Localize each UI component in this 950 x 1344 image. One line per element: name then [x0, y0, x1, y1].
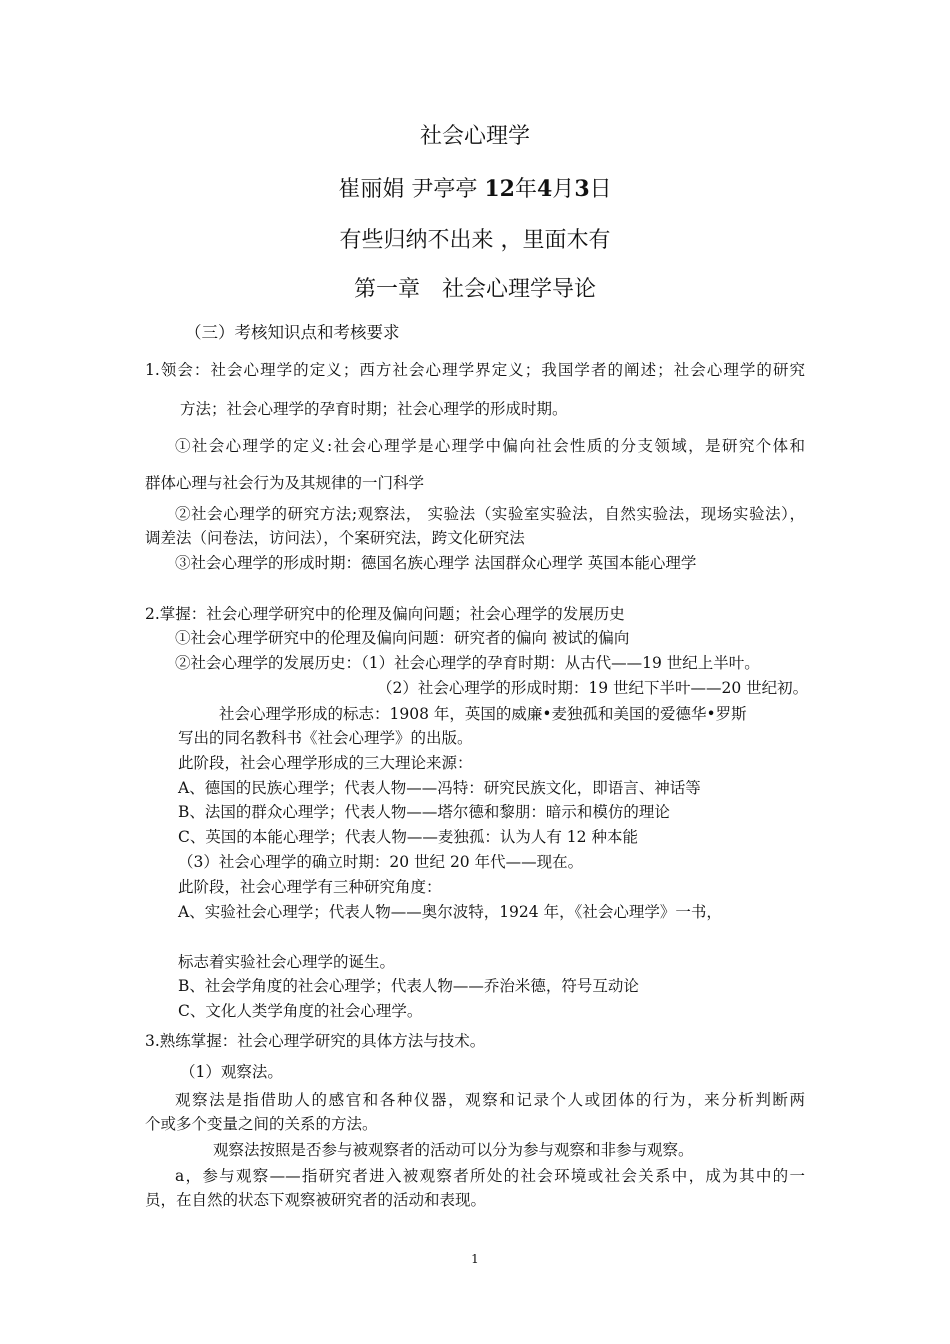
body-line: 2.掌握：社会心理学研究中的伦理及偏向问题；社会心理学的发展历史: [145, 605, 625, 623]
date-month: 4: [536, 176, 553, 202]
date-year: 12: [484, 176, 515, 202]
date-day-unit: 日: [589, 177, 612, 202]
body-line: （1）观察法。: [180, 1063, 283, 1081]
body-line: 社会心理学形成的标志：1908 年，英国的威廉•麦独孤和美国的爱德华•罗斯: [219, 705, 747, 723]
date-day: 3: [574, 176, 590, 202]
body-line: ①社会心理学的定义:社会心理学是心理学中偏向社会性质的分支领域，是研究个体和: [175, 437, 805, 455]
body-line: ③社会心理学的形成时期：德国名族心理学 法国群众心理学 英国本能心理学: [175, 554, 697, 572]
body-line: 此阶段，社会心理学有三种研究角度：: [178, 878, 442, 896]
body-line: 个或多个变量之间的关系的方法。: [145, 1115, 378, 1133]
page-number: 1: [471, 1252, 479, 1266]
date-year-unit: 年: [514, 177, 537, 202]
body-line: C、文化人类学角度的社会心理学。: [178, 1002, 423, 1020]
author-names: 崔丽娟 尹亭亭: [338, 177, 478, 202]
body-line: 1.领会：社会心理学的定义；西方社会心理学界定义；我国学者的阐述；社会心理学的研究: [145, 361, 805, 379]
body-line: ①社会心理学研究中的伦理及偏向问题：研究者的偏向 被试的偏向: [175, 629, 630, 647]
body-line: ②社会心理学的研究方法;观察法， 实验法（实验室实验法，自然实验法，现场实验法），: [175, 505, 805, 523]
body-line: ②社会心理学的发展历史：（1）社会心理学的孕育时期：从古代——19 世纪上半叶。: [175, 654, 760, 672]
body-line: 写出的同名教科书《社会心理学》的出版。: [178, 729, 473, 747]
body-line: A、德国的民族心理学；代表人物——冯特：研究民族文化，即语言、神话等: [178, 779, 701, 797]
body-line: 观察法是指借助人的感官和各种仪器，观察和记录个人或团体的行为，来分析判断两: [175, 1091, 805, 1109]
date-month-unit: 月: [552, 177, 575, 202]
body-line: 方法；社会心理学的孕育时期；社会心理学的形成时期。: [180, 400, 568, 418]
author-date-line: [0, 172, 950, 203]
body-line: a，参与观察——指研究者进入被观察者所处的社会环境或社会关系中，成为其中的一: [175, 1167, 805, 1185]
body-line: 调差法（问卷法，访问法），个案研究法，跨文化研究法: [145, 529, 525, 547]
body-line: 标志着实验社会心理学的诞生。: [178, 953, 396, 971]
body-line: C、英国的本能心理学；代表人物——麦独孤：认为人有 12 种本能: [178, 828, 638, 846]
body-line: B、法国的群众心理学；代表人物——塔尔德和黎朋：暗示和模仿的理论: [178, 803, 670, 821]
body-line: 观察法按照是否参与被观察者的活动可以分为参与观察和非参与观察。: [213, 1141, 694, 1159]
author-note: 有些归纳不出来 ，里面木有: [339, 228, 611, 253]
chapter-title: 第一章 社会心理学导论: [353, 277, 596, 302]
body-line: B、社会学角度的社会心理学；代表人物——乔治米德，符号互动论: [178, 977, 639, 995]
body-line: 群体心理与社会行为及其规律的一门科学: [145, 474, 425, 492]
body-line: A、实验社会心理学；代表人物——奥尔波特，1924 年，《社会心理学》一书，: [178, 903, 722, 921]
document-title: 社会心理学: [419, 124, 530, 149]
body-line: （3）社会心理学的确立时期：20 世纪 20 年代——现在。: [178, 853, 584, 871]
body-line: 此阶段，社会心理学形成的三大理论来源：: [178, 754, 473, 772]
section-heading: （三）考核知识点和考核要求: [185, 323, 400, 342]
body-line: 3.熟练掌握：社会心理学研究的具体方法与技术。: [145, 1032, 486, 1050]
body-line: 员，在自然的状态下观察被研究者的活动和表现。: [145, 1191, 487, 1209]
body-line: （2）社会心理学的形成时期：19 世纪下半叶——20 世纪初。: [377, 679, 809, 697]
